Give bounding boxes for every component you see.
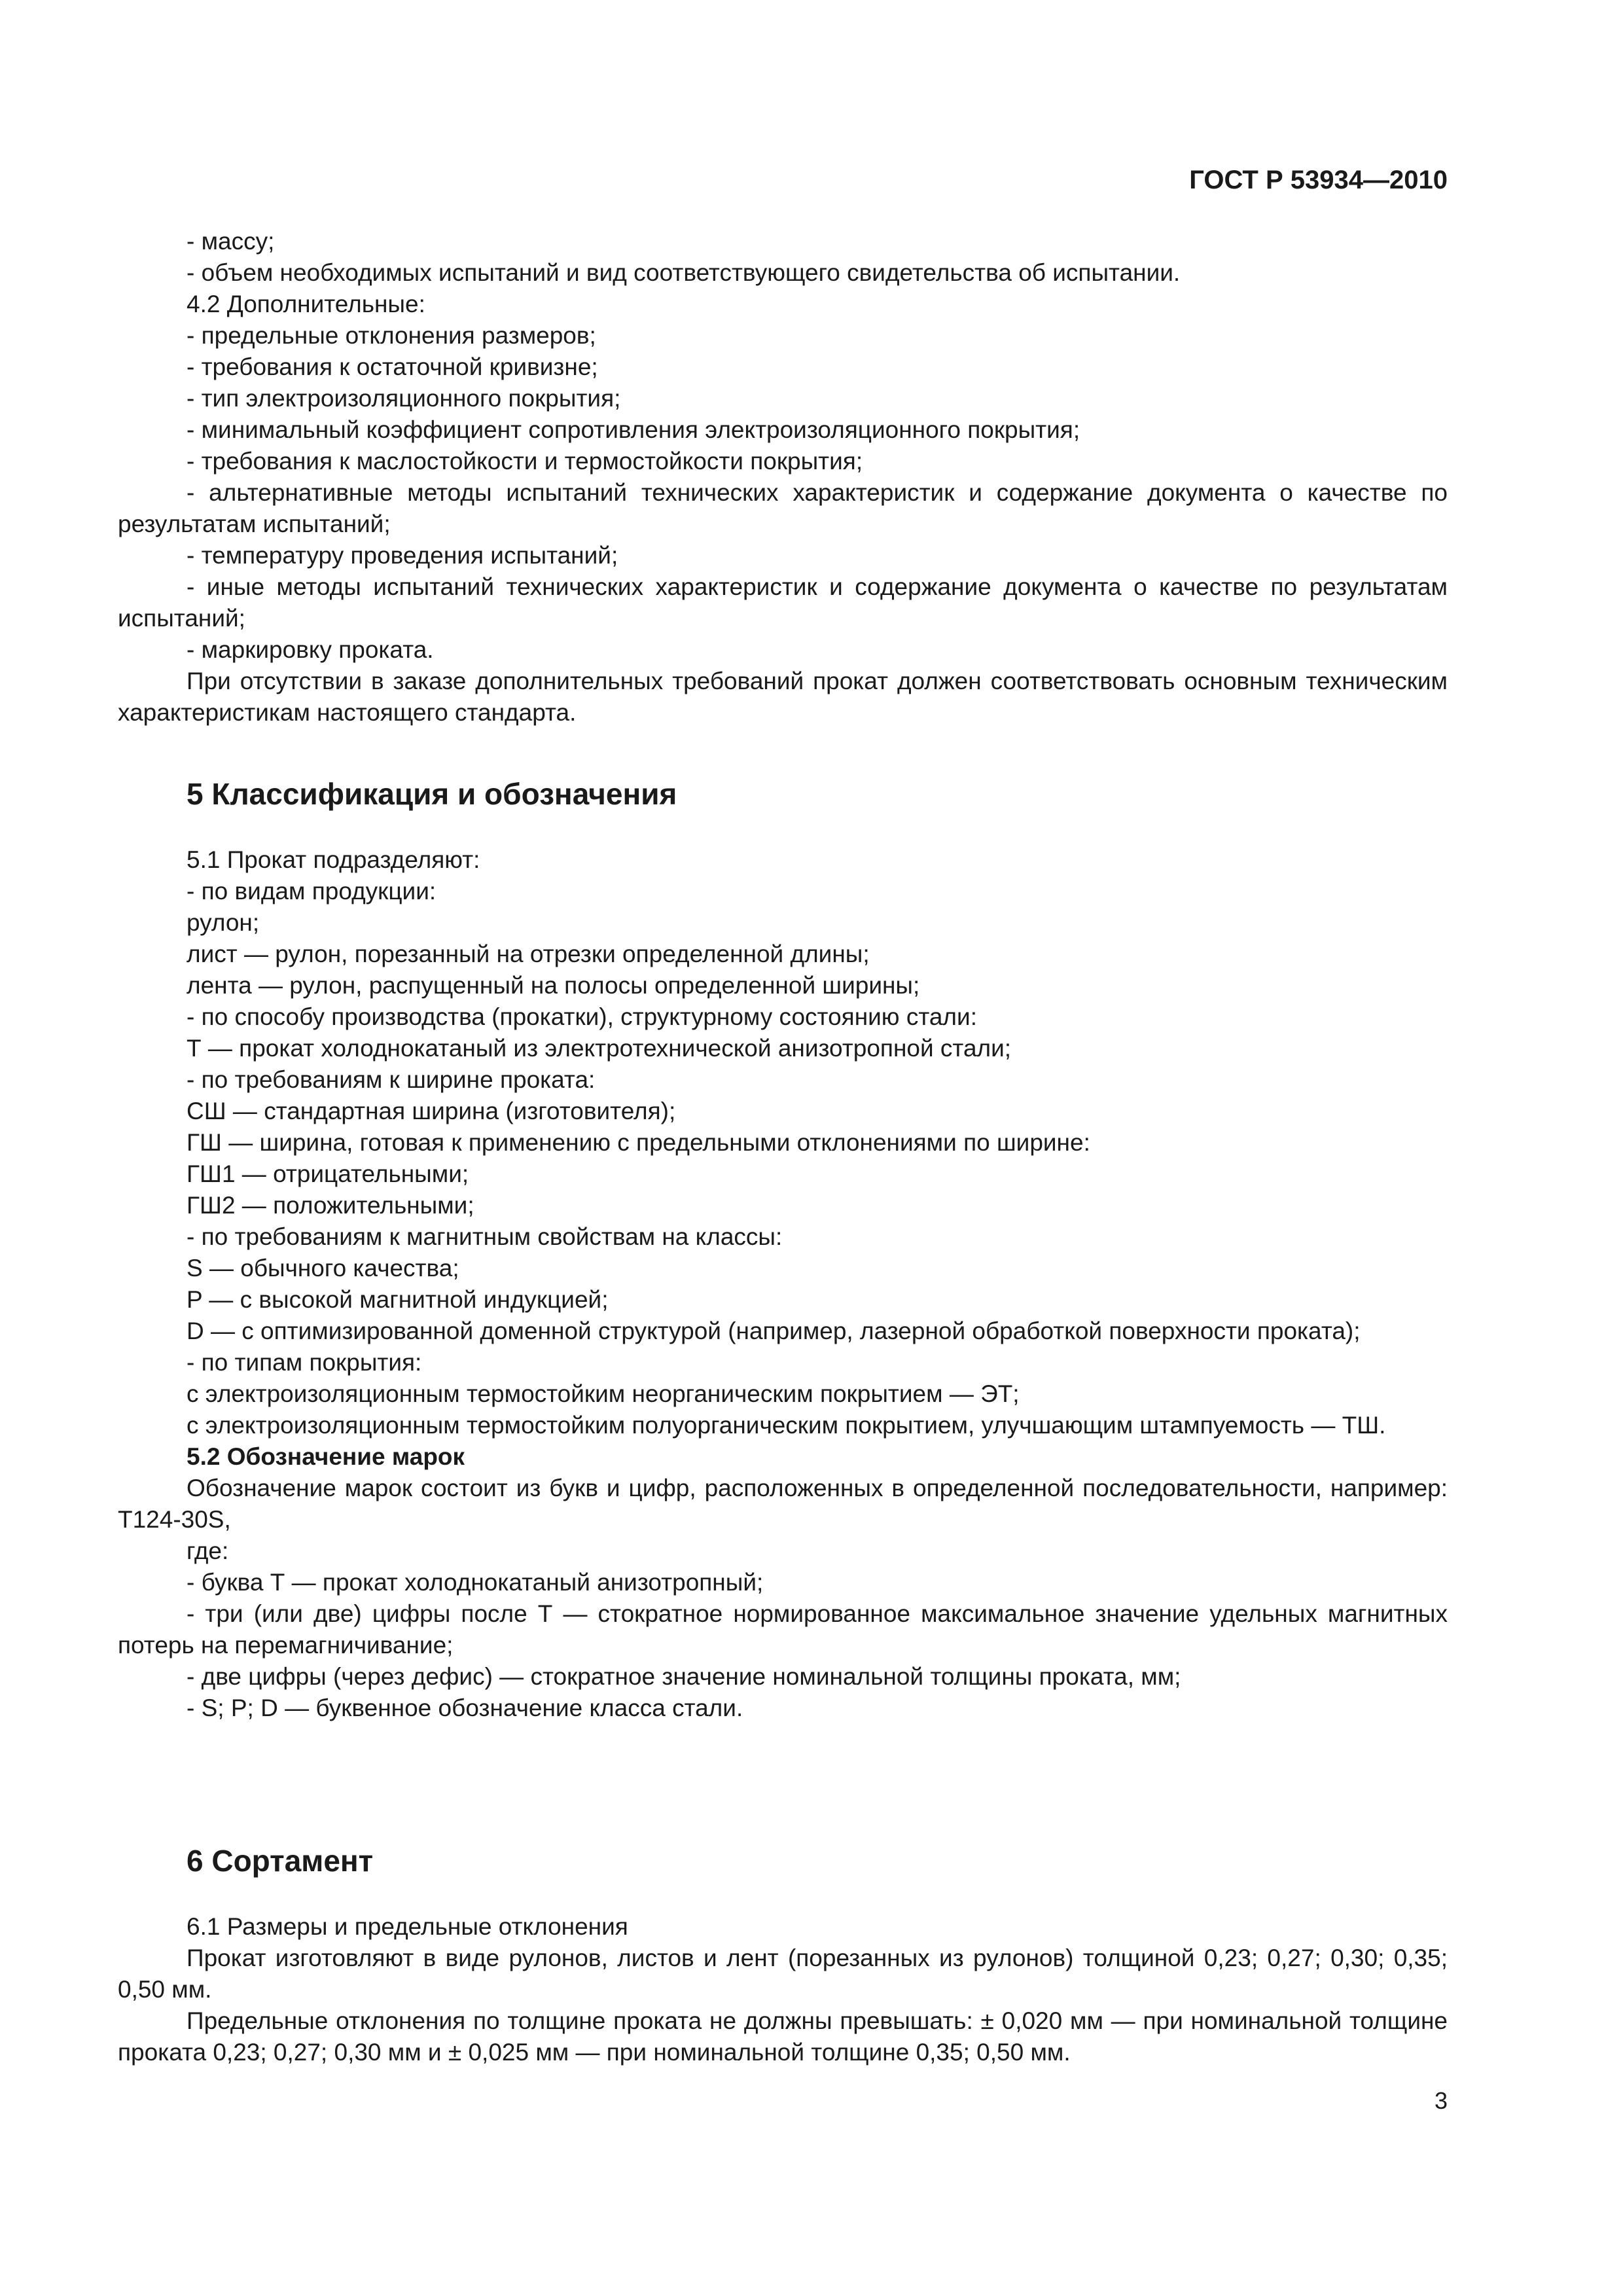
section-6 [118,1842,1448,1879]
list-item: с электроизоляционным термостойким неорганическим покрытием — ЭТ; [187,1380,1020,1407]
list-item: - температуру проведения испытаний; [187,542,618,569]
subsection-heading: 5.2 Обозначение марок [187,1443,465,1470]
list-item: - три (или две) цифры после Т — стократное нормированное максимальное значение удельных магнитных потерь на перемагничивание; [118,1600,1448,1659]
section-heading: 6 Сортамент [187,1844,374,1878]
section-5 [118,776,1448,812]
list-item: - по типам покрытия: [187,1349,422,1376]
list-item: СШ — стандартная ширина (изготовителя); [187,1098,676,1124]
list-item: D — с оптимизированной доменной структурой (например, лазерной обработкой поверхности проката); [187,1318,1361,1344]
list-item: - тип электроизоляционного покрытия; [187,385,621,412]
list-item: - требования к остаточной кривизне; [187,353,598,380]
list-item: - по требованиям к магнитным свойствам на классы: [187,1223,783,1250]
list-item: - предельные отклонения размеров; [187,322,596,349]
list-item: рулон; [187,909,260,936]
section-6-body [118,1911,1448,2068]
list-item: - альтернативные методы испытаний технических характеристик и содержание документа о качестве по результатам испытаний; [118,479,1448,537]
list-item: - минимальный коэффициент сопротивления электроизоляционного покрытия; [187,416,1080,443]
list-item: - буква Т — прокат холоднокатаный анизотропный; [187,1569,764,1596]
paragraph: где: [187,1537,229,1564]
list-item: - по видам продукции: [187,878,437,905]
paragraph: Обозначение марок состоит из букв и цифр, расположенных в определенной последовательности, например: Т124-30S, [118,1475,1448,1533]
list-item: - требования к маслостойкости и термостойкости покрытия; [187,448,863,475]
list-item: - S; P; D — буквенное обозначение класса стали. [187,1695,743,1721]
paragraph-heading: 4.2 Дополнительные: [187,291,425,317]
list-item: - объем необходимых испытаний и вид соответствующего свидетельства об испытании. [187,259,1181,286]
list-item: ГШ1 — отрицательными; [187,1160,469,1187]
paragraph: При отсутствии в заказе дополнительных требований прокат должен соответствовать основным техническим характеристикам настоящего стандарта. [118,668,1448,726]
list-item: ГШ — ширина, готовая к применению с предельными отклонениями по ширине: [187,1129,1090,1156]
list-item: - по требованиям к ширине проката: [187,1066,596,1093]
requirements-block [118,226,1448,728]
list-item: P — с высокой магнитной индукцией; [187,1286,609,1313]
paragraph: Прокат изготовляют в виде рулонов, листов и лент (порезанных из рулонов) толщиной 0,23; 0,27; 0,30; 0,35; 0,50 мм. [118,1945,1448,2003]
list-item: лента — рулон, распущенный на полосы определенной ширины; [187,972,920,999]
list-item: S — обычного качества; [187,1255,459,1282]
list-item: Т — прокат холоднокатаный из электротехнической анизотропной стали; [187,1035,1012,1062]
paragraph-heading: 5.1 Прокат подразделяют: [187,846,480,873]
section-5-body [118,844,1448,1724]
list-item: - массу; [187,228,275,255]
document-code: ГОСТ Р 53934—2010 [1189,166,1448,194]
list-item: - иные методы испытаний технических характеристик и содержание документа о качестве по результатам испытаний; [118,573,1448,632]
paragraph-heading: 6.1 Размеры и предельные отклонения [187,1913,628,1940]
section-heading: 5 Классификация и обозначения [187,777,677,811]
list-item: с электроизоляционным термостойким полуорганическим покрытием, улучшающим штампуемость — ТШ. [187,1412,1386,1439]
list-item: - маркировку проката. [187,636,434,663]
page-number: 3 [1434,2087,1448,2114]
list-item: лист — рулон, порезанный на отрезки определенной длины; [187,941,870,967]
list-item: ГШ2 — положительными; [187,1192,474,1219]
paragraph: Предельные отклонения по толщине проката не должны превышать: ± 0,020 мм — при номинальной толщине проката 0,23; 0,27; 0,30 мм и ± 0,025 мм — при номинальной толщине 0,35; 0,50 мм. [118,2007,1448,2066]
list-item: - по способу производства (прокатки), структурному состоянию стали: [187,1003,977,1030]
list-item: - две цифры (через дефис) — стократное значение номинальной толщины проката, мм; [187,1663,1181,1690]
